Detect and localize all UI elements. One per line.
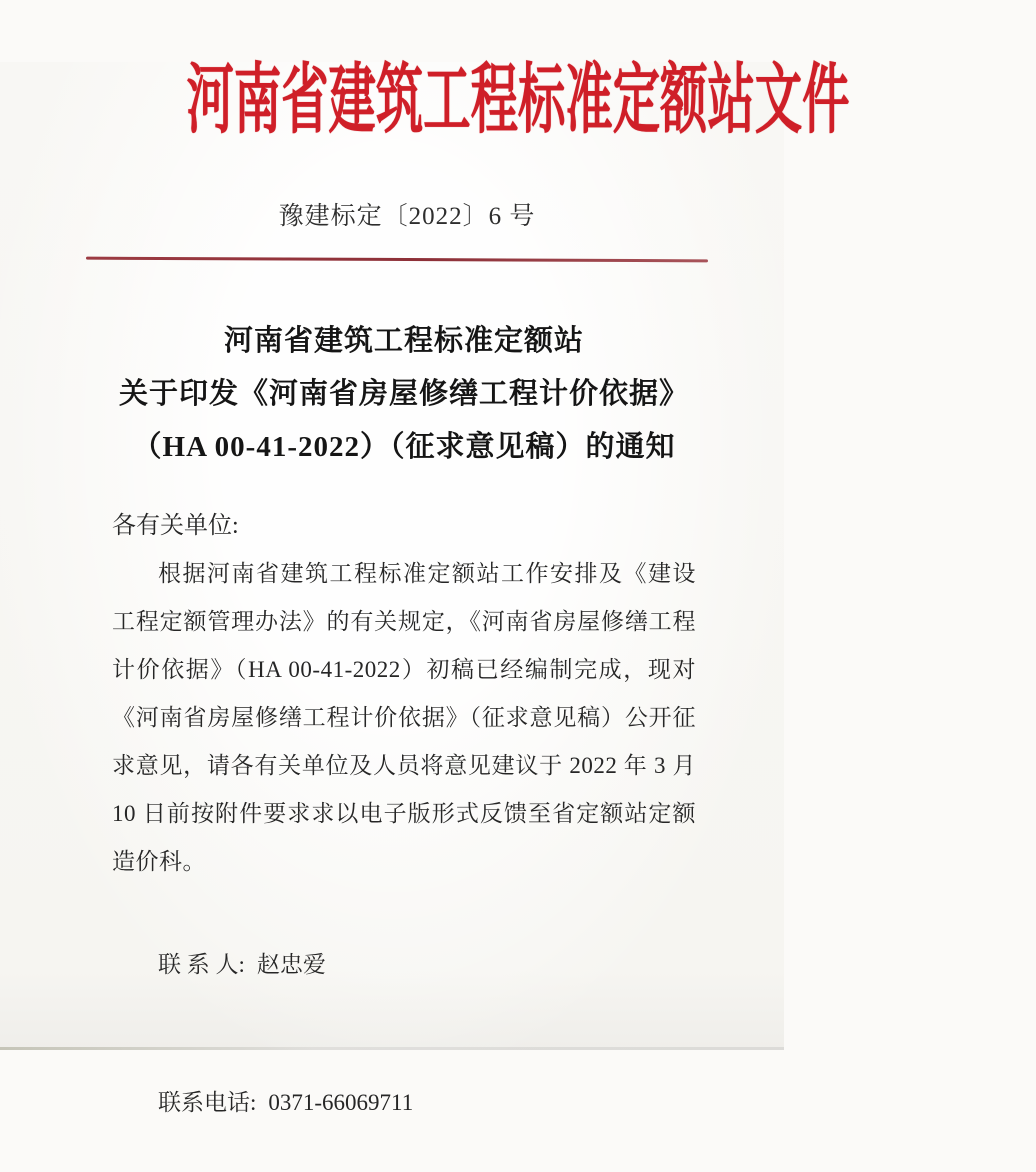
letterhead-title: 河南省建筑工程标准定额站文件 xyxy=(186,58,850,144)
contact-person-line xyxy=(112,896,696,1034)
document-number: 豫建标定〔2022〕6 号 xyxy=(278,203,536,230)
contact-phone-label: 联系电话: xyxy=(158,1090,257,1115)
document-body xyxy=(112,315,696,1172)
contact-person-label: 联 系 人: xyxy=(158,952,245,977)
contact-person-name: 赵忠爱 xyxy=(256,952,326,977)
notice-title xyxy=(112,315,696,474)
contact-block xyxy=(112,896,696,1172)
body-paragraph: 根据河南省建筑工程标准定额站工作安排及《建设工程定额管理办法》的有关规定，《河南省房屋修缮工程计价依据》（HA 00-41-2022）初稿已经编制完成，现对《河南省房屋修缮工程计价依据》（征求意见稿）公开征求意见，请各有关单位及人员将意见建议于 2022 年 3 月 10 日前按附件要求求以电子版形式反馈至省定额站定额造价科。 xyxy=(112,561,696,874)
notice-title-line-3: （HA 00-41-2022）（征求意见稿）的通知 xyxy=(132,431,676,463)
letterhead xyxy=(0,58,850,144)
contact-phone-line xyxy=(112,1034,696,1172)
notice-title-line-1: 河南省建筑工程标准定额站 xyxy=(223,325,584,357)
document-page xyxy=(0,58,850,1115)
contact-phone-number: 0371-66069711 xyxy=(268,1090,414,1115)
salutation: 各有关单位: xyxy=(112,513,239,539)
red-divider-line xyxy=(86,257,708,263)
notice-title-line-2: 关于印发《河南省房屋修缮工程计价依据》 xyxy=(118,378,689,410)
